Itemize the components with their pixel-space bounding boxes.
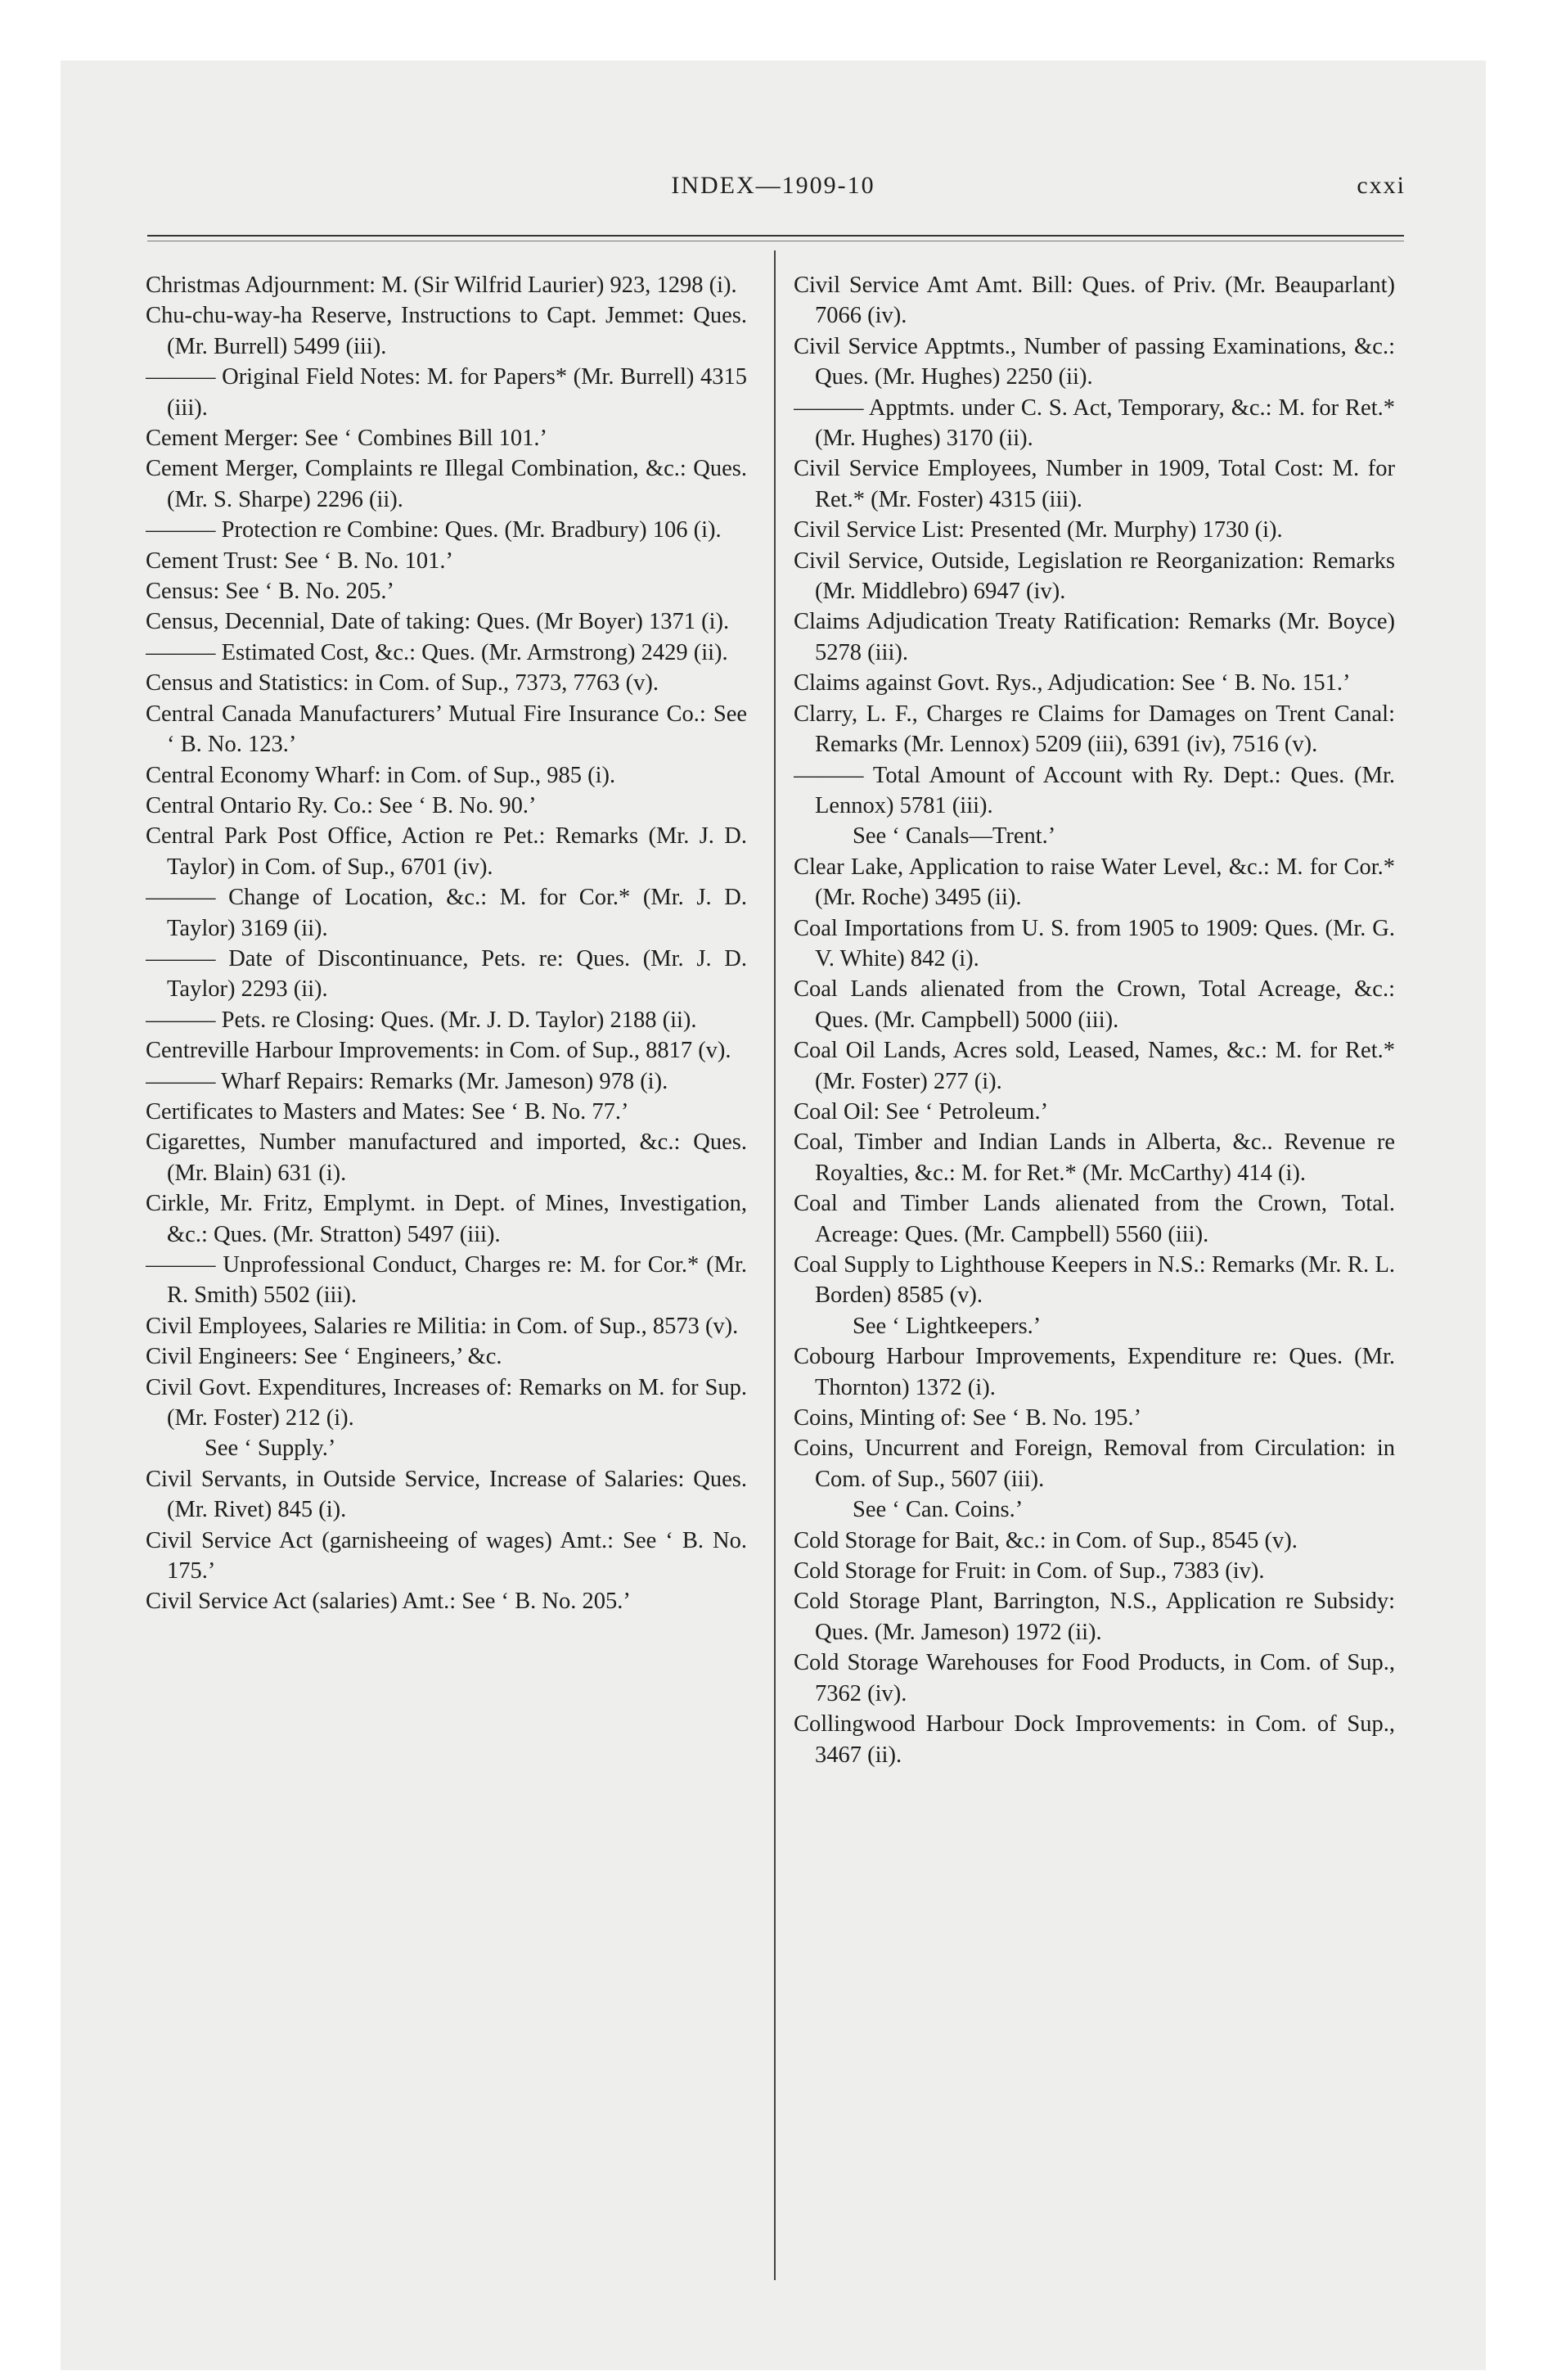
index-entry: Coal Lands alienated from the Crown, Total Acreage, &c.: Ques. (Mr. Campbell) 5000 (iii). <box>794 976 1395 1033</box>
index-entry: Central Economy Wharf: in Com. of Sup., 985 (i). <box>146 762 616 788</box>
index-entry: Civil Service, Outside, Legislation re Reorganization: Remarks (Mr. Middlebro) 6947 (iv). <box>794 548 1395 605</box>
index-entry: Civil Employees, Salaries re Militia: in Com. of Sup., 8573 (v). <box>146 1313 739 1339</box>
index-entry: Coal, Timber and Indian Lands in Alberta, &c.. Revenue re Royalties, &c.: M. for Ret.* (Mr. McCarthy) 414 (i). <box>794 1129 1395 1186</box>
index-entry: ——— Pets. re Closing: Ques. (Mr. J. D. Taylor) 2188 (ii). <box>146 1007 697 1033</box>
index-entry: Christmas Adjournment: M. (Sir Wilfrid Laurier) 923, 1298 (i). <box>146 273 737 298</box>
index-entry: Cement Trust: See ‘ B. No. 101.’ <box>146 548 454 574</box>
index-entry: Civil Engineers: See ‘ Engineers,’ &c. <box>146 1344 502 1370</box>
cross-reference: See ‘ Supply.’ <box>205 1436 336 1462</box>
index-entry: Coal Oil: See ‘ Petroleum.’ <box>794 1098 1049 1125</box>
index-entry: Claims against Govt. Rys., Adjudication: See ‘ B. No. 151.’ <box>794 670 1351 696</box>
index-entry: Chu-chu-way-ha Reserve, Instructions to Capt. Jemmet: Ques. (Mr. Burrell) 5499 (iii). <box>146 303 747 359</box>
left-column <box>146 270 747 2283</box>
index-entry: ——— Protection re Combine: Ques. (Mr. Bradbury) 106 (i). <box>146 517 722 543</box>
running-title: INDEX—1909-10 <box>671 172 875 199</box>
index-entry: ——— Date of Discontinuance, Pets. re: Ques. (Mr. J. D. Taylor) 2293 (ii). <box>146 945 747 1003</box>
index-entry: Civil Service Act (garnisheeing of wages) Amt.: See ‘ B. No. 175.’ <box>146 1527 747 1584</box>
index-entry: Coal Importations from U. S. from 1905 to 1909: Ques. (Mr. G. V. White) 842 (i). <box>794 915 1395 971</box>
index-entry: Central Ontario Ry. Co.: See ‘ B. No. 90.’ <box>146 792 537 818</box>
index-entry: Coins, Minting of: See ‘ B. No. 195.’ <box>794 1405 1142 1431</box>
index-entry: Cobourg Harbour Improvements, Expenditure re: Ques. (Mr. Thornton) 1372 (i). <box>794 1344 1395 1400</box>
index-entry: Cement Merger: See ‘ Combines Bill 101.’ <box>146 426 548 452</box>
cross-reference: See ‘ Lightkeepers.’ <box>853 1313 1042 1339</box>
scanned-page <box>61 61 1486 2370</box>
index-entry: Collingwood Harbour Dock Improvements: in Com. of Sup., 3467 (ii). <box>794 1711 1395 1768</box>
index-entry: Census: See ‘ B. No. 205.’ <box>146 579 394 605</box>
page-number: cxxi <box>1357 172 1406 199</box>
index-entry: Coal Oil Lands, Acres sold, Leased, Names, &c.: M. for Ret.* (Mr. Foster) 277 (i). <box>794 1038 1395 1094</box>
index-entry: Civil Service Apptmts., Number of passing Examinations, &c.: Ques. (Mr. Hughes) 2250 (ii). <box>794 333 1395 390</box>
index-entry: Civil Service Amt Amt. Bill: Ques. of Priv. (Mr. Beauparlant) 7066 (iv). <box>794 273 1395 329</box>
index-entry: ——— Wharf Repairs: Remarks (Mr. Jameson) 978 (i). <box>146 1068 668 1094</box>
index-entry: Civil Govt. Expenditures, Increases of: Remarks on M. for Sup. (Mr. Foster) 212 (i). <box>146 1374 747 1431</box>
right-column <box>794 270 1395 2283</box>
index-entry: Cold Storage Warehouses for Food Products, in Com. of Sup., 7362 (iv). <box>794 1650 1395 1706</box>
header-rule <box>147 235 1404 237</box>
index-entry: ——— Total Amount of Account with Ry. Dept.: Ques. (Mr. Lennox) 5781 (iii). <box>794 762 1395 818</box>
index-entry: Clear Lake, Application to raise Water Level, &c.: M. for Cor.* (Mr. Roche) 3495 (ii). <box>794 854 1395 911</box>
index-entry: Census and Statistics: in Com. of Sup., 7373, 7763 (v). <box>146 670 659 696</box>
index-entry: ——— Original Field Notes: M. for Papers* (Mr. Burrell) 4315 (iii). <box>146 364 747 421</box>
column-divider <box>774 250 776 2280</box>
index-entry: Certificates to Masters and Mates: See ‘ B. No. 77.’ <box>146 1098 629 1125</box>
index-entry: Claims Adjudication Treaty Ratification: Remarks (Mr. Boyce) 5278 (iii). <box>794 609 1395 665</box>
cross-reference: See ‘ Canals—Trent.’ <box>853 823 1056 850</box>
index-entry: Cold Storage for Bait, &c.: in Com. of Sup., 8545 (v). <box>794 1527 1298 1553</box>
index-entry: Central Canada Manufacturers’ Mutual Fire Insurance Co.: See ‘ B. No. 123.’ <box>146 701 747 758</box>
index-entry: Coal Supply to Lighthouse Keepers in N.S.: Remarks (Mr. R. L. Borden) 8585 (v). <box>794 1252 1395 1309</box>
index-entry: Central Park Post Office, Action re Pet.: Remarks (Mr. J. D. Taylor) in Com. of Sup., 6701 (iv). <box>146 823 747 880</box>
index-entry: Civil Servants, in Outside Service, Increase of Salaries: Ques. (Mr. Rivet) 845 (i). <box>146 1466 747 1523</box>
index-entry: Cold Storage Plant, Barrington, N.S., Application re Subsidy: Ques. (Mr. Jameson) 1972 (ii). <box>794 1589 1395 1645</box>
index-entry: Centreville Harbour Improvements: in Com. of Sup., 8817 (v). <box>146 1038 731 1064</box>
index-entry: ——— Apptmts. under C. S. Act, Temporary, &c.: M. for Ret.* (Mr. Hughes) 3170 (ii). <box>794 394 1395 452</box>
index-entry: Cigarettes, Number manufactured and imported, &c.: Ques. (Mr. Blain) 631 (i). <box>146 1129 747 1186</box>
cross-reference: See ‘ Can. Coins.’ <box>853 1497 1024 1523</box>
index-entry: Coins, Uncurrent and Foreign, Removal from Circulation: in Com. of Sup., 5607 (iii). <box>794 1436 1395 1492</box>
index-entry: Civil Service Act (salaries) Amt.: See ‘ B. No. 205.’ <box>146 1589 631 1615</box>
index-entry: Civil Service List: Presented (Mr. Murphy) 1730 (i). <box>794 517 1283 543</box>
index-entry: ——— Change of Location, &c.: M. for Cor.* (Mr. J. D. Taylor) 3169 (ii). <box>146 885 747 941</box>
index-entry: Cirkle, Mr. Fritz, Emplymt. in Dept. of Mines, Investigation, &c.: Ques. (Mr. Stratton) 5497 (iii). <box>146 1191 747 1247</box>
index-entry: Coal and Timber Lands alienated from the Crown, Total. Acreage: Ques. (Mr. Campbell) 5560 (iii). <box>794 1191 1395 1247</box>
index-entry: Census, Decennial, Date of taking: Ques. (Mr Boyer) 1371 (i). <box>146 609 730 635</box>
index-entry: Clarry, L. F., Charges re Claims for Damages on Trent Canal: Remarks (Mr. Lennox) 5209 (iii), 6391 (iv), 7516 (v). <box>794 701 1395 758</box>
index-entry: Cement Merger, Complaints re Illegal Combination, &c.: Ques. (Mr. S. Sharpe) 2296 (ii). <box>146 456 747 512</box>
index-entry: ——— Estimated Cost, &c.: Ques. (Mr. Armstrong) 2429 (ii). <box>146 639 728 665</box>
index-entry: Civil Service Employees, Number in 1909, Total Cost: M. for Ret.* (Mr. Foster) 4315 (iii). <box>794 456 1395 512</box>
index-entry: Cold Storage for Fruit: in Com. of Sup., 7383 (iv). <box>794 1558 1265 1584</box>
index-entry: ——— Unprofessional Conduct, Charges re: M. for Cor.* (Mr. R. Smith) 5502 (iii). <box>146 1252 747 1309</box>
